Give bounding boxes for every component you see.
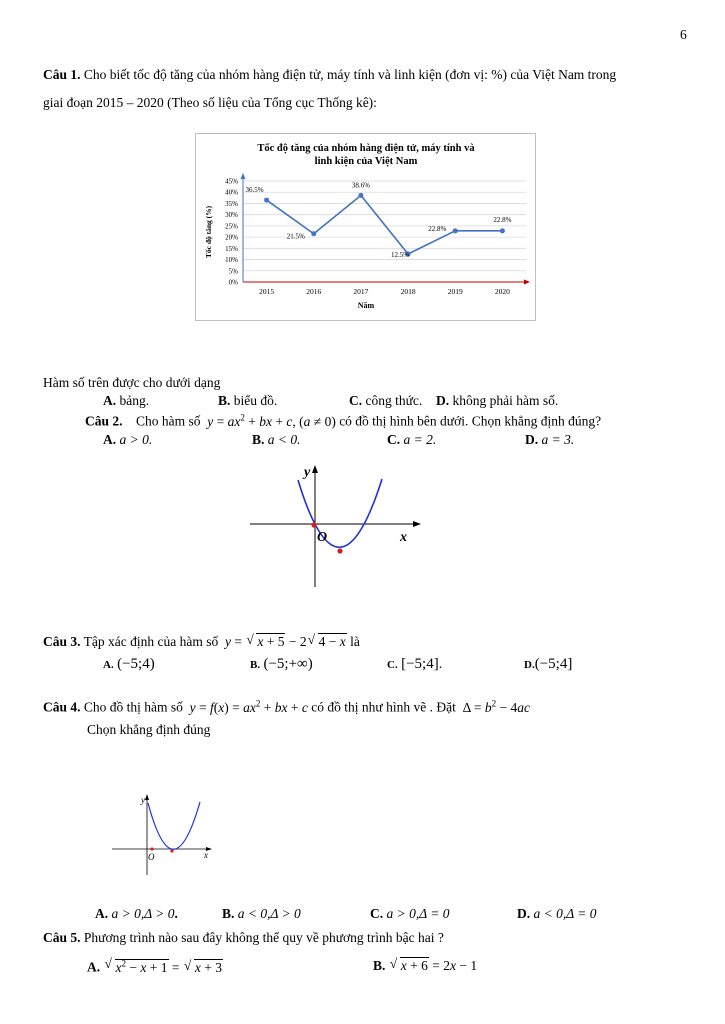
q5-option-b: B. √ x + 6 = 2x − 1	[373, 958, 477, 974]
chart-point	[264, 198, 269, 203]
q2-option-a: A. a > 0.	[103, 432, 153, 447]
chart-data-label: 38.6%	[351, 181, 370, 190]
q5-option-a: A. √ $x^2 - x + 1$ = √ x + 3	[87, 958, 223, 976]
q4-delta-formula: $\Delta = b^2 - 4ac$	[462, 698, 531, 715]
line-chart	[196, 134, 535, 320]
chart-point	[500, 228, 505, 233]
q3-option-a: A. (−5;4)	[103, 656, 155, 672]
chart-series-line	[267, 195, 503, 254]
chart-data-label: 36.5%	[245, 186, 264, 195]
q2-parabola-graph	[245, 462, 425, 592]
chart-data-label: 12.5%	[391, 250, 410, 259]
chart-point	[311, 231, 316, 236]
chart-data-label: 22.8%	[428, 224, 447, 233]
q2-y-axis-label: y	[304, 465, 311, 480]
q4-option-b: B. a < 0,Δ > 0	[222, 906, 301, 921]
chart-x-tick-label: 2015	[259, 287, 275, 296]
q2-lead: Cho hàm số	[136, 413, 201, 429]
q4-option-a: A. a > 0,Δ > 0.	[95, 906, 178, 921]
q4-line	[43, 698, 530, 716]
q1-text-1: Cho biết tốc độ tăng của nhóm hàng điện tử, máy tính và linh kiện (đơn vị: %) của Việt Nam trong	[83, 67, 617, 82]
chart-y-tick-label: 0%	[228, 278, 238, 287]
q3-text: Tập xác định của hàm số	[83, 634, 219, 649]
q4-number: Câu 4.	[43, 699, 81, 715]
chart-y-tick-label: 45%	[225, 177, 238, 186]
q3-option-b: B. (−5;+∞)	[250, 656, 313, 672]
chart-y-tick-label: 25%	[225, 222, 238, 231]
chart-title-line1: Tốc độ tăng của nhóm hàng điện tử, máy tính và	[257, 143, 475, 154]
page-number: 6	[680, 27, 687, 42]
chart-x-tick-label: 2016	[306, 287, 322, 296]
chart-y-tick-label: 5%	[228, 267, 238, 276]
q1-text-2: giai đoạn 2015 – 2020 (Theo số liệu của Tổng cục Thống kê):	[43, 95, 377, 110]
q2-option-c: C. a = 2.	[387, 432, 437, 447]
chart-y-axis-arrow	[241, 173, 246, 179]
q4-mid: có đồ thị như hình vẽ . Đặt	[311, 699, 456, 715]
q4-x-axis-label: x	[204, 850, 208, 860]
q5-number: Câu 5.	[43, 930, 81, 945]
q3-formula: y = √ x + 5 − 2√ 4 − x	[222, 634, 347, 649]
q3-line	[43, 634, 360, 650]
chart-x-axis-arrow	[524, 280, 530, 285]
chart-data-label: 21.5%	[286, 232, 305, 241]
q4-option-c: C. a > 0,Δ = 0	[370, 906, 450, 921]
q4-text: Cho đồ thị hàm số	[83, 699, 183, 715]
q3-option-d: D.(−5;4]	[524, 656, 573, 672]
q2-tail: có đồ thị hình bên dưới. Chọn khẳng định đúng?	[339, 413, 602, 429]
chart-data-label: 22.8%	[493, 215, 512, 224]
q1-number: Câu 1.	[43, 67, 81, 82]
q2-formula: $y = ax^2$ + bx + c, (a ≠ 0)	[203, 412, 336, 429]
chart-title-line2: linh kiện của Việt Nam	[314, 156, 418, 167]
chart-point	[358, 193, 363, 198]
q4-y-axis-label: y	[141, 795, 145, 805]
q2-option-b: B. a < 0.	[252, 432, 301, 447]
chart-x-tick-label: 2020	[494, 287, 510, 296]
chart-point	[453, 228, 458, 233]
q3-option-c: C. [−5;4].	[387, 656, 443, 672]
chart-y-tick-label: 15%	[225, 244, 238, 253]
q4-option-d: D. a < 0,Δ = 0	[517, 906, 597, 921]
q4-origin-label: O	[148, 852, 155, 862]
chart-x-tick-label: 2018	[400, 287, 416, 296]
chart-y-tick-label: 20%	[225, 233, 238, 242]
q5-text: Phương trình nào sau đây không thể quy về phương trình bậc hai ?	[83, 930, 444, 945]
q1-option-d: D. không phải hàm số.	[436, 393, 559, 408]
q1-option-a: A. bảng.	[103, 393, 150, 408]
q2-option-d: D. a = 3.	[525, 432, 575, 447]
q1-question: Hàm số trên được cho dưới dạng	[43, 375, 221, 390]
q4-line2: Chọn khẳng định đúng	[87, 722, 211, 737]
q2-x-axis-label: x	[400, 530, 407, 545]
q4-formula: $y = f(x) = ax^2$ + bx + c	[186, 698, 308, 715]
chart-y-label: Tốc độ tăng (%)	[204, 205, 213, 259]
q2-line	[85, 412, 601, 430]
chart-y-tick-label: 35%	[225, 199, 238, 208]
chart-y-tick-label: 10%	[225, 256, 238, 265]
q1-line1	[43, 67, 616, 83]
q2-number: Câu 2.	[85, 413, 123, 429]
q5-line	[43, 930, 444, 946]
q3-number: Câu 3.	[43, 634, 81, 649]
q3-tail: là	[350, 634, 360, 649]
chart-x-label: Năm	[357, 301, 375, 310]
q4-parabola-graph	[108, 791, 218, 877]
q1-option-c: C. công thức.	[349, 393, 423, 408]
q2-origin-label: O	[317, 530, 328, 545]
chart-x-tick-label: 2019	[447, 287, 463, 296]
q1-option-b: B. biểu đồ.	[218, 393, 278, 408]
chart-y-tick-label: 30%	[225, 211, 238, 220]
chart-frame	[195, 133, 536, 321]
chart-x-tick-label: 2017	[353, 287, 369, 296]
chart-y-tick-label: 40%	[225, 188, 238, 197]
